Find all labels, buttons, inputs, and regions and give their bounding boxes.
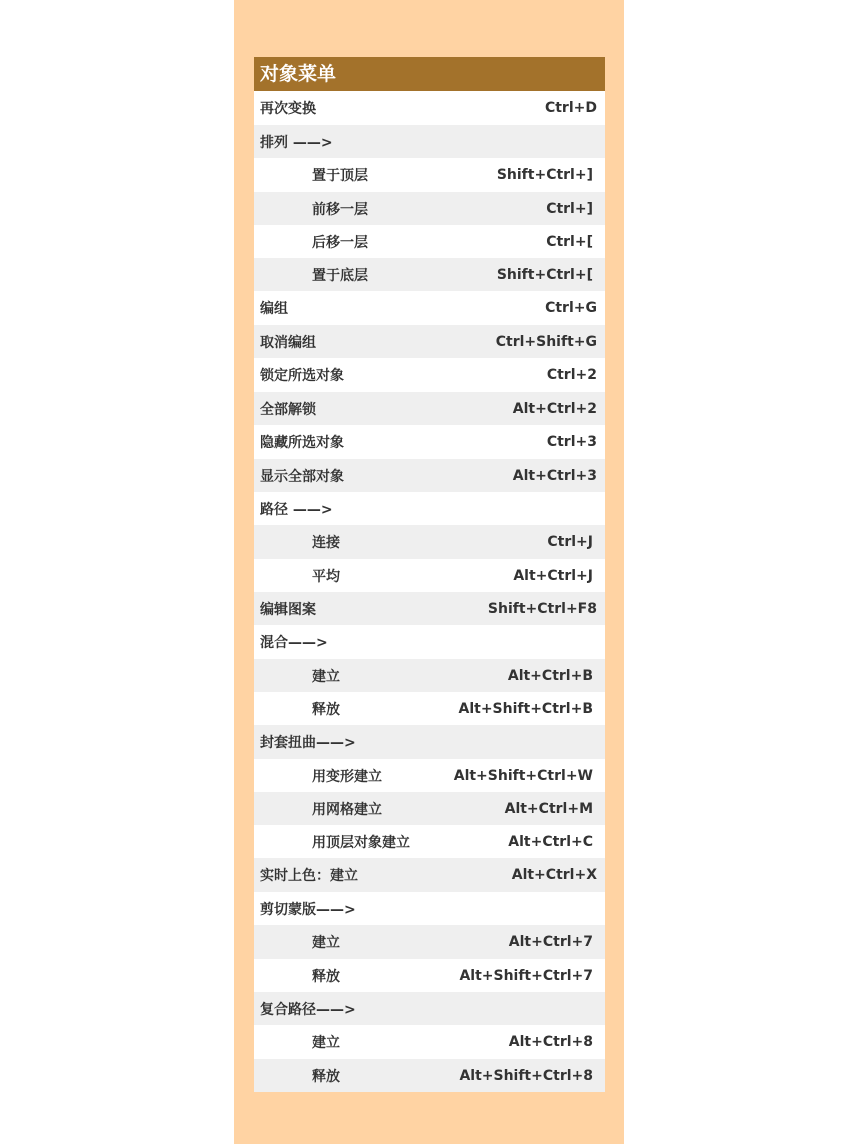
shortcut-key: Alt+Ctrl+J [513,567,593,584]
command-label: 置于底层 [312,267,368,284]
shortcut-key: Ctrl+J [547,534,593,550]
table-row [254,925,605,959]
table-row [254,792,605,825]
table-row [254,692,605,725]
command-label: 用变形建立 [312,768,382,785]
shortcut-key: Ctrl+] [546,200,593,217]
table-row [254,125,605,158]
command-label: 建立 [312,935,340,951]
shortcut-key: Alt+Shift+Ctrl+8 [459,1067,593,1084]
command-label: 释放 [312,701,340,718]
command-label: 释放 [312,968,340,985]
command-label: 锁定所选对象 [260,368,344,384]
shortcut-key: Alt+Ctrl+7 [508,934,593,950]
shortcut-key: Alt+Ctrl+2 [512,400,597,417]
command-label: 前移一层 [312,201,368,218]
shortcut-key: Ctrl+G [545,300,597,316]
command-label: 复合路径——> [260,1001,356,1018]
shortcut-key: Alt+Ctrl+C [508,833,593,850]
shortcut-key: Ctrl+D [544,100,597,116]
command-label: 置于顶层 [312,168,368,184]
table-row [254,592,605,625]
command-label: 再次变换 [260,101,316,117]
table-row [254,525,605,559]
shortcut-key: Ctrl+3 [546,434,597,450]
shortcut-key: Alt+Ctrl+B [507,667,593,684]
table-row [254,225,605,258]
table-row [254,358,605,392]
command-label: 全部解锁 [260,401,316,418]
shortcut-key: Alt+Ctrl+X [511,867,597,883]
table-row [254,291,605,325]
shortcut-key: Shift+Ctrl+[ [496,266,593,283]
shortcut-key: Shift+Ctrl+F8 [487,600,597,617]
table-row [254,759,605,792]
shortcut-key: Ctrl+[ [546,233,593,250]
table-row [254,425,605,459]
table-title: 对象菜单 [254,57,605,91]
command-label: 编组 [260,301,288,317]
table-row [254,158,605,192]
table-row [254,892,605,925]
table-row [254,559,605,592]
table-row [254,659,605,692]
table-body [254,91,605,1092]
command-label: 平均 [312,568,340,585]
command-label: 封套扭曲——> [260,735,356,751]
table-row [254,959,605,992]
table-row [254,492,605,525]
command-label: 混合——> [260,635,328,651]
command-label: 取消编组 [260,334,316,351]
shortcut-key: Alt+Ctrl+8 [508,1034,593,1050]
shortcut-key: Alt+Ctrl+M [504,800,593,817]
shortcut-key: Alt+Ctrl+3 [512,467,597,484]
table-row [254,325,605,358]
command-label: 用顶层对象建立 [312,834,410,851]
command-label: 释放 [312,1068,340,1085]
table-row [254,1025,605,1059]
command-label: 建立 [312,1035,340,1051]
command-label: 连接 [312,535,340,551]
table-row [254,1059,605,1092]
command-label: 隐藏所选对象 [260,435,344,451]
table-row [254,192,605,225]
command-label: 显示全部对象 [260,468,344,485]
shortcut-key: Ctrl+Shift+G [495,333,597,350]
command-label: 编辑图案 [260,601,316,618]
table-row [254,91,605,125]
command-label: 排列 ——> [260,134,333,151]
table-row [254,392,605,425]
command-label: 用网格建立 [312,801,382,818]
table-row [254,625,605,659]
shortcut-key: Alt+Shift+Ctrl+B [458,700,593,717]
table-row [254,992,605,1025]
shortcut-table [254,57,605,1092]
command-label: 剪切蒙版——> [260,901,356,918]
shortcut-key: Shift+Ctrl+] [496,167,593,183]
table-row [254,858,605,892]
table-row [254,825,605,858]
shortcut-key: Alt+Shift+Ctrl+7 [459,967,593,984]
command-label: 建立 [312,668,340,685]
command-label: 后移一层 [312,234,368,251]
command-label: 实时上色：建立 [260,868,358,884]
shortcut-key: Ctrl+2 [546,367,597,383]
command-label: 路径 ——> [260,501,333,518]
table-row [254,725,605,759]
table-row [254,459,605,492]
shortcut-key: Alt+Shift+Ctrl+W [453,767,593,784]
table-row [254,258,605,291]
